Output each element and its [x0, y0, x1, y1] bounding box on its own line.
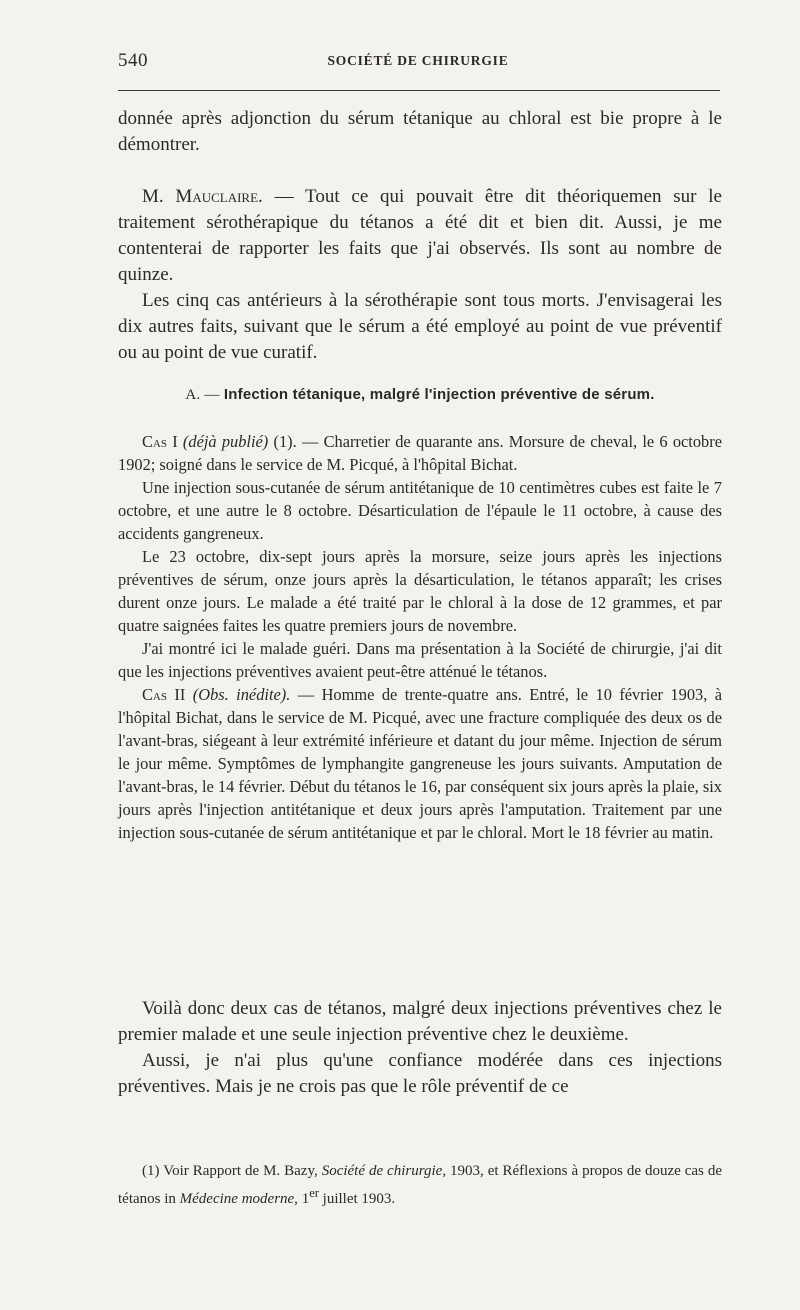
section-title-text: Infection tétanique, malgré l'injection préventive de sérum. [223, 386, 655, 403]
speech-text-1: — Tout ce qui pouvait être dit théoriquemen sur le traitement sérothérapique du tétanos a été dit et bien dit. Aussi, je me contenterai de rapporter les faits que j'ai observés. Ils sont au nombre de quinze. [118, 186, 722, 285]
case-2-note: (Obs. inédite). [192, 685, 291, 704]
intro-paragraph-block [118, 106, 722, 158]
speech-block [118, 184, 722, 366]
header-rule [118, 90, 720, 91]
footnote-journal: Société de chirurgie, [321, 1163, 447, 1179]
conclusion-block [118, 996, 722, 1100]
footnote-date-sup: er [309, 1186, 319, 1200]
footnote-marker: (1) [142, 1163, 160, 1179]
case-1-text-1: — Charretier de quarante ans. Morsure de cheval, le 6 octobre 1902; soigné dans le service de M. Picqué, à l'hôpital Bichat. [118, 432, 722, 474]
page-number: 540 [118, 50, 148, 71]
case-1-paragraph-1 [118, 430, 722, 476]
conclusion-paragraph-1: Voilà donc deux cas de tétanos, malgré deux injections préventives chez le premier malade et une seule injection préventive chez le deuxième. [118, 998, 722, 1045]
footnote-text-a: Voir Rapport de M. Bazy, [163, 1163, 318, 1179]
case-1-paragraph-4: J'ai montré ici le malade guéri. Dans ma présentation à la Société de chirurgie, j'ai dit que les injections préventives avaient peut-être atténué le tétanos. [118, 639, 722, 681]
speaker-name: M. Mauclaire. [142, 186, 263, 207]
running-head: SOCIÉTÉ DE CHIRURGIE [327, 53, 509, 68]
speech-paragraph-2: Les cinq cas antérieurs à la sérothérapie sont tous morts. J'envisagerai les dix autres faits, suivant que le sérum a été employé au point de vue préventif ou au point de vue curatif. [118, 290, 722, 363]
case-1-footnote-ref: (1). [273, 432, 297, 451]
case-1-label: Cas I [142, 432, 178, 451]
intro-paragraph: donnée après adjonction du sérum tétanique au chloral est bie propre à le démontrer. [118, 108, 722, 155]
footnote-date-day: 1 [301, 1191, 310, 1207]
case-2-paragraph [118, 683, 722, 844]
case-2-text: — Homme de trente-quatre ans. Entré, le 10 février 1903, à l'hôpital Bichat, dans le service de M. Picqué, avec une fracture compliquée des deux os de l'avant-bras, siégeant à leur extrémité inférieure et datant du jour même. Injection de sérum le jour même. Symptômes de lymphangite gangreneuse les jours suivants. Amputation de l'avant-bras, le 14 février. Début du tétanos le 16, par conséquent six jours après la plaie, six jours après l'injection antitétanique et deux jours après l'amputation. Traitement par une injection sous-cutanée de sérum antitétanique et par le chloral. Mort le 18 février au matin. [118, 685, 723, 842]
case-1-block [118, 430, 722, 844]
page-header [118, 50, 718, 74]
case-1-note: (déjà publié) [182, 432, 269, 451]
conclusion-paragraph-2: Aussi, je n'ai plus qu'une confiance modérée dans ces injections préventives. Mais je ne crois pas que le rôle préventif de ce [118, 1050, 722, 1097]
footnote [118, 1160, 722, 1210]
section-heading [118, 386, 722, 404]
footnote-block [118, 1160, 722, 1210]
speech-paragraph-1 [118, 184, 722, 288]
footnote-text-b: 1903, et Réflexions à propos de douze cas de tétanos in [118, 1163, 722, 1207]
footnote-journal-2: Médecine moderne, [179, 1191, 298, 1207]
case-2-label: Cas II [142, 685, 186, 704]
case-1-paragraph-2: Une injection sous-cutanée de sérum antitétanique de 10 centimètres cubes est faite le 7 octobre, et une autre le 8 octobre. Désarticulation de l'épaule le 11 octobre, à cause des accidents gangreneux. [118, 478, 722, 543]
footnote-date-rest: juillet 1903. [322, 1191, 396, 1207]
case-1-paragraph-3: Le 23 octobre, dix-sept jours après la morsure, seize jours après les injections préventives de sérum, onze jours après la désarticulation, le tétanos apparaît; les crises durent onze jours. Le malade a été traité par le chloral à la dose de 12 grammes, et par quatre saignées faites les quatre premiers jours de novembre. [118, 547, 722, 635]
section-letter: A. — [185, 387, 220, 403]
